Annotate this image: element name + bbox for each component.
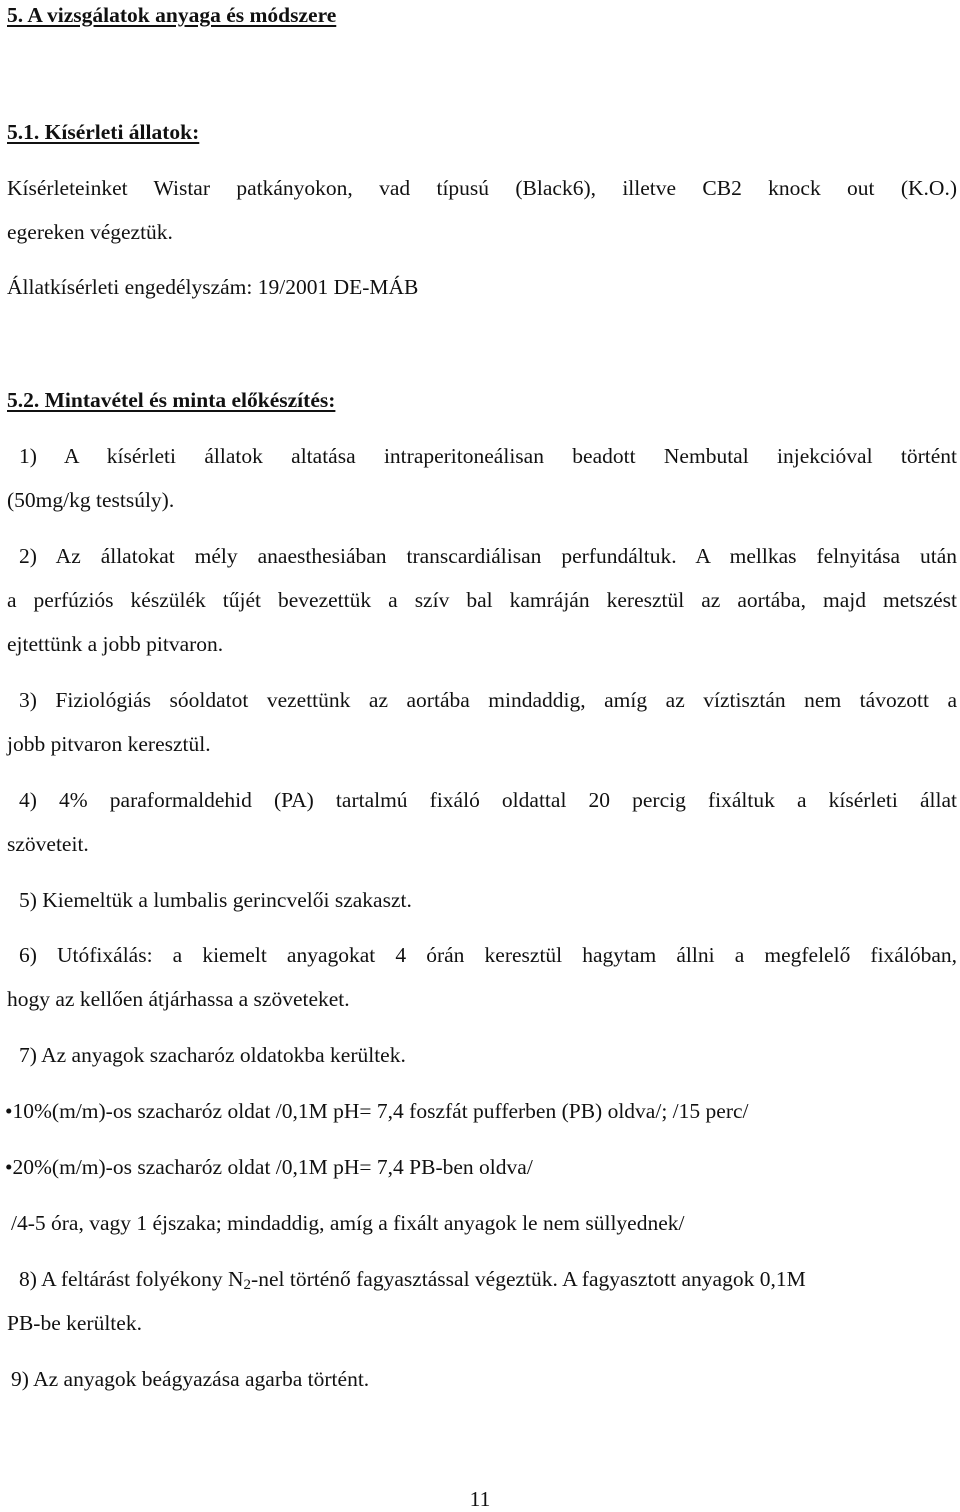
step-6-line-2: hogy az kellően átjárhassa a szöveteket.	[7, 987, 350, 1011]
step-8-line-1	[19, 1266, 957, 1292]
permit-number: Állatkísérleti engedélyszám: 19/2001 DE-MÁB	[7, 275, 419, 299]
step-7: 7) Az anyagok szacharóz oldatokba kerültek.	[19, 1043, 406, 1067]
step-4-line-1: 4) 4% paraformaldehid (PA) tartalmú fixáló oldattal 20 percig fixáltuk a kísérleti állat	[19, 788, 957, 812]
step-5: 5) Kiemeltük a lumbalis gerincvelői szakaszt.	[19, 888, 412, 912]
subsection-title-sampling: 5.2. Mintavétel és minta előkészítés:	[7, 388, 336, 412]
step-9: 9) Az anyagok beágyazása agarba történt.	[11, 1367, 370, 1391]
step-3-line-2: jobb pitvaron keresztül.	[7, 732, 211, 756]
step-8-text-end: -nel történő fagyasztással végeztük. A fagyasztott anyagok 0,1M	[251, 1267, 806, 1291]
nitrogen-subscript: 2	[243, 1277, 252, 1293]
animals-text-line-2: egereken végeztük.	[7, 220, 173, 244]
step-6-line-1: 6) Utófixálás: a kiemelt anyagokat 4 órán keresztül hagytam állni a megfelelő fixálóban,	[19, 943, 957, 967]
page-number: 11	[469, 1487, 491, 1511]
bullet-20-percent: •20%(m/m)-os szacharóz oldat /0,1M pH= 7,4 PB-ben oldva/	[5, 1155, 533, 1179]
step-2-line-1: 2) Az állatokat mély anaesthesiában transcardiálisan perfundáltuk. A mellkas felnyitása után	[19, 544, 957, 568]
step-2-line-3: ejtettünk a jobb pitvaron.	[7, 632, 224, 656]
animals-text-line-1: Kísérleteinket Wistar patkányokon, vad típusú (Black6), illetve CB2 knock out (K.O.)	[7, 176, 957, 200]
bullet-10-percent: •10%(m/m)-os szacharóz oldat /0,1M pH= 7,4 foszfát pufferben (PB) oldva/; /15 perc/	[5, 1099, 749, 1123]
step-2-line-2: a perfúziós készülék tűjét bevezettük a szív bal kamráján keresztül az aortába, majd metszést	[7, 588, 957, 612]
step-1-line-2: (50mg/kg testsúly).	[7, 488, 175, 512]
step-1-line-1: 1) A kísérleti állatok altatása intraperitoneálisan beadott Nembutal injekcióval történt	[19, 444, 957, 468]
step-4-line-2: szöveteit.	[7, 832, 89, 856]
step-8-text-start: 8) A feltárást folyékony N	[19, 1267, 244, 1291]
step-8-line-2: PB-be kerültek.	[7, 1311, 142, 1335]
subsection-title-animals: 5.1. Kísérleti állatok:	[7, 120, 200, 144]
step-3-line-1: 3) Fiziológiás sóoldatot vezettünk az aortába mindaddig, amíg az víztisztán nem távozott a	[19, 688, 957, 712]
section-title: 5. A vizsgálatok anyaga és módszere	[7, 3, 337, 27]
bullet-20-percent-duration: /4-5 óra, vagy 1 éjszaka; mindaddig, amíg a fixált anyagok le nem süllyednek/	[11, 1211, 685, 1235]
